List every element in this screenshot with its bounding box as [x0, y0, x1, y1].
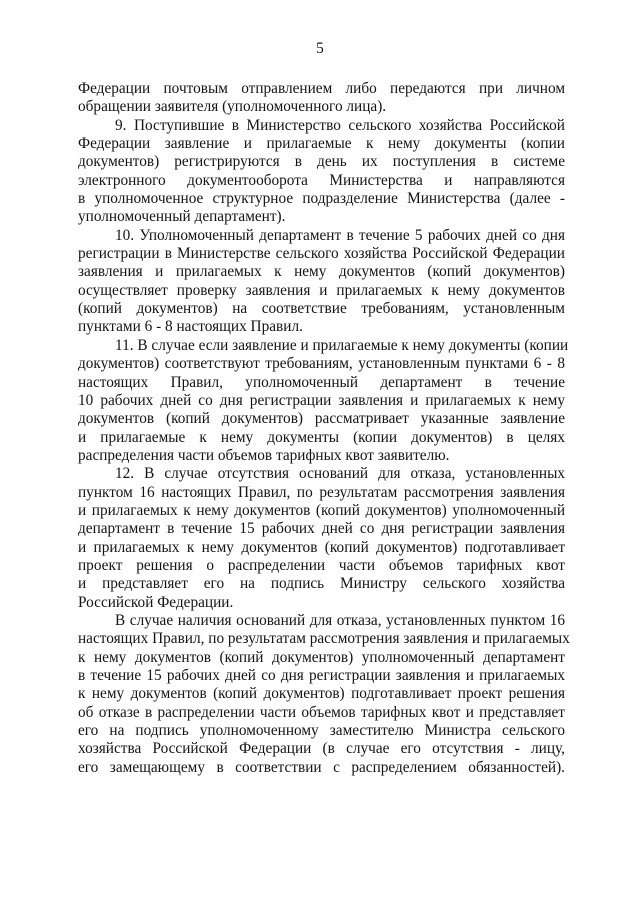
text-line: 9. Поступившие в Министерство сельского хозяйства Российской	[115, 116, 565, 134]
text-line: 11. В случае если заявление и прилагаемые к нему документы (копии	[115, 336, 569, 354]
text-line: его замещающему в соответствии с распределением обязанностей).	[78, 758, 565, 776]
text-line: его на подпись уполномоченному заместителю Министра сельского	[78, 722, 565, 740]
text-line: 10 рабочих дней со дня регистрации заявления и прилагаемых к нему	[78, 391, 565, 409]
text-line: и прилагаемых к нему документов (копий документов) подготавливает	[78, 538, 565, 556]
text-line: хозяйства Российской Федерации (в случае его отсутствия - лицу,	[78, 740, 565, 758]
text-line: в течение 15 рабочих дней со дня регистрации заявления и прилагаемых	[78, 667, 565, 684]
text-line: электронного документооборота Министерства и направляются	[78, 171, 565, 189]
text-line: 12. В случае отсутствия оснований для отказа, установленных	[115, 465, 565, 483]
text-line: пунктами 6 - 8 настоящих Правил.	[78, 318, 303, 336]
page-number: 5	[316, 40, 324, 57]
text-line: (копий документов) на соответствие требованиям, установленным	[78, 300, 565, 318]
text-line: департамент в течение 15 рабочих дней со дня регистрации заявления	[78, 520, 565, 538]
text-line: обращении заявителя (уполномоченного лица).	[78, 98, 387, 116]
text-line: Федерации заявление и прилагаемые к нему документы (копии	[78, 135, 565, 153]
text-line: и прилагаемые к нему документы (копии документов) в целях	[78, 428, 565, 446]
paragraph	[78, 80, 565, 117]
text-line: и представляет его на подпись Министру сельского хозяйства	[78, 575, 565, 593]
text-line: В случае наличия оснований для отказа, установленных пунктом 16	[115, 611, 565, 629]
paragraph	[78, 465, 565, 612]
text-line: документов) регистрируются в день их поступления в системе	[78, 153, 565, 171]
text-line: пунктом 16 настоящих Правил, по результатам рассмотрения заявления	[78, 483, 565, 501]
text-line: Федерации почтовым отправлением либо передаются при личном	[78, 80, 565, 97]
text-line: заявления и прилагаемых к нему документов (копий документов)	[78, 263, 565, 281]
text-line: документов) соответствуют требованиям, установленным пунктами 6 - 8	[78, 355, 565, 373]
text-line: проект решения о распределении части объемов тарифных квот	[78, 556, 565, 574]
text-line: уполномоченный департамент).	[78, 208, 286, 226]
text-line: настоящих Правил, по результатам рассмотрения заявления и прилагаемых	[78, 630, 570, 648]
text-line: Российской Федерации.	[78, 593, 234, 611]
paragraph	[78, 117, 565, 227]
text-line: осуществляет проверку заявления и прилагаемых к нему документов	[78, 281, 565, 299]
text-line: и прилагаемых к нему документов (копий документов) уполномоченный	[78, 501, 565, 519]
text-line: регистрации в Министерстве сельского хозяйства Российской Федерации	[78, 245, 565, 263]
text-line: настоящих Правил, уполномоченный департамент в течение	[78, 373, 565, 391]
text-line: к нему документов (копий документов) уполномоченный департамент	[78, 648, 565, 666]
paragraph	[78, 336, 569, 465]
text-line: в уполномоченное структурное подразделение Министерства (далее -	[78, 190, 565, 208]
document-body	[78, 80, 570, 777]
text-line: документов (копий документов) рассматривает указанные заявление	[78, 410, 565, 428]
paragraph	[78, 227, 565, 337]
text-line: распределения части объемов тарифных квот заявителю.	[78, 446, 450, 464]
text-line: 10. Уполномоченный департамент в течение 5 рабочих дней со дня	[115, 226, 565, 244]
text-line: к нему документов (копий документов) подготавливает проект решения	[78, 685, 565, 703]
text-line: об отказе в распределении части объемов тарифных квот и представляет	[78, 703, 565, 721]
paragraph	[78, 611, 570, 777]
